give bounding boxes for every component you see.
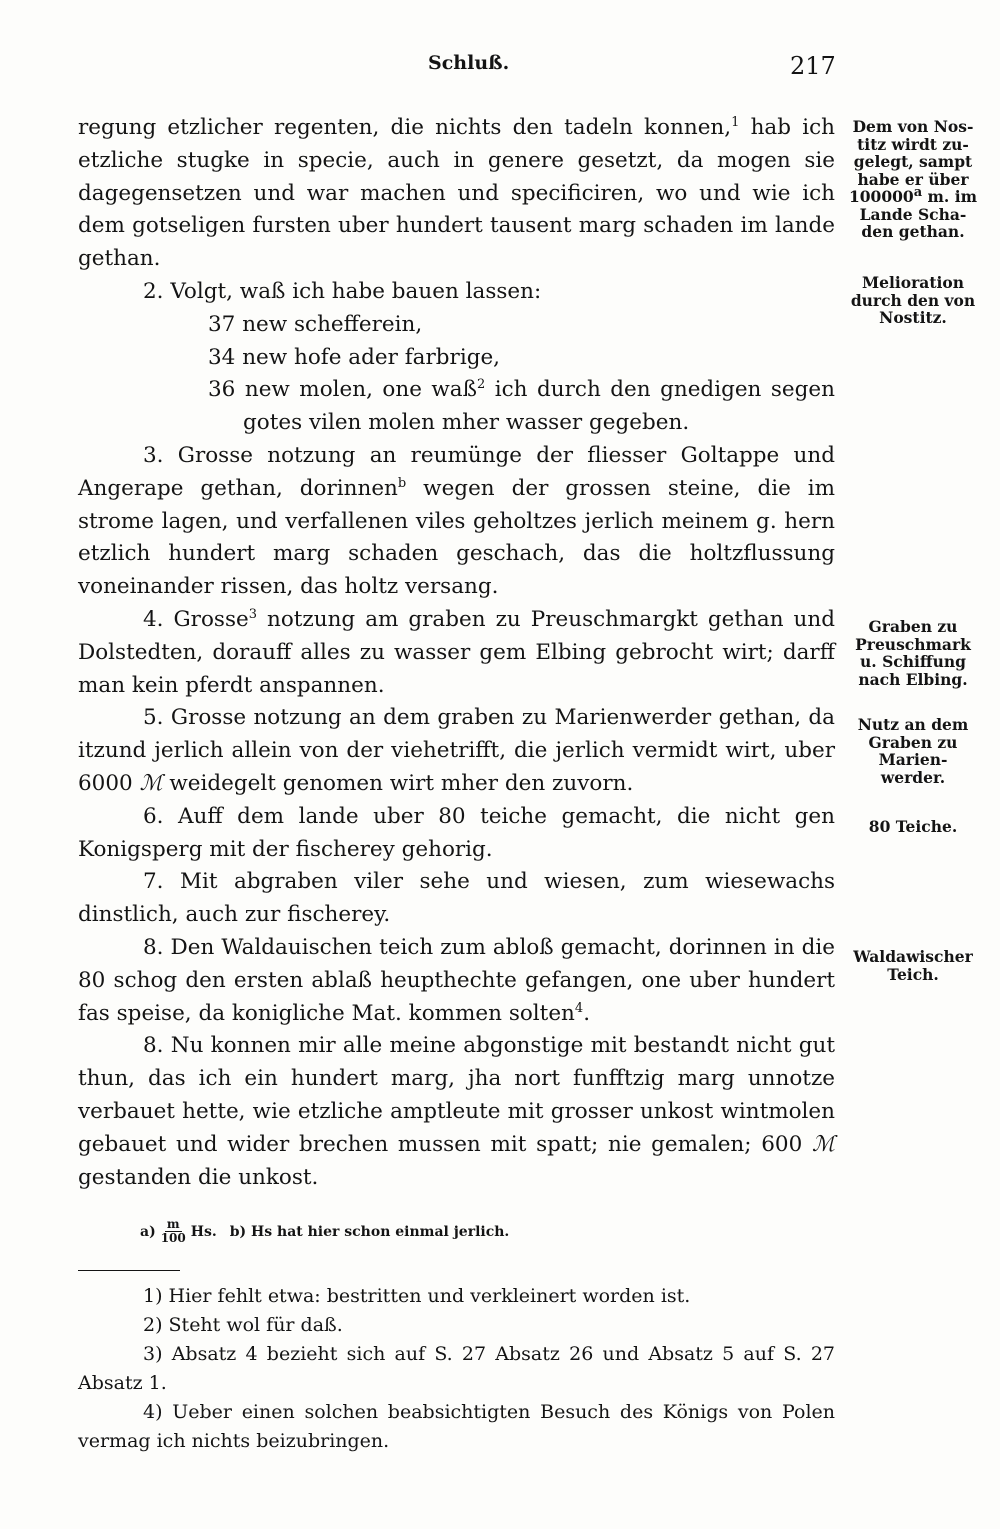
note-a-label: a) [140,1223,156,1240]
marginal-note-line: gelegt, sampt [853,152,973,171]
marginal-note-line: Marien- [878,750,948,769]
marginal-note-line: Graben zu [868,732,958,752]
marginal-note-line: Lande Scha- [859,204,967,224]
marginal-note-line: Nutz an dem [857,715,969,734]
paragraph: 37 new schefferein, [208,311,423,337]
marginal-note [838,818,988,836]
marginal-note-line: nach Elbing. [858,669,968,689]
marginal-note-line: werder. [880,767,946,787]
note-a-fraction [161,1218,186,1245]
page-number: 217 [790,52,836,80]
footnotes [78,1282,835,1456]
paragraph: 8. Nu konnen mir alle meine abgonstige mit bestandt nicht gut thun, das ich ein hundert marg, jha nort funfftzig marg unnotze verbauet hette, wie etzliche amptleute mit grosser unkost wintmolen gebauet und wider brechen mussen mit spatt; nie gemalen; 600 ℳ gestanden die unkost. [78,1033,835,1190]
marginal-note-line: Preuschmark [855,634,971,654]
paragraph: 34 new hofe ader farbrige, [208,344,501,370]
marginal-note [838,618,988,688]
marginal-note-line: Teich. [887,964,939,984]
marginal-note [838,716,988,786]
marginal-note-line: Nostitz. [879,308,947,327]
paragraph: 8. Den Waldauischen teich zum abloß gemacht, dorinnen in die 80 schog den ersten ablaß heupthechte gefangen, one uber hundert fas speise, da konigliche Mat. kommen solten$^4$. [78,934,835,1026]
marginal-note-line: 100000$^a$ m. im [848,184,978,206]
paragraph: 2. Volgt, waß ich habe bauen lassen: [143,278,542,304]
marginal-note-line: Dem von Nos- [852,117,974,136]
paragraph: 6. Auff dem lande uber 80 teiche gemacht, die nicht gen Konigsperg mit der fischerey gehorig. [78,803,835,862]
marginal-note-line: durch den von [850,290,976,310]
footnote-rule [78,1270,180,1271]
marginal-note-line: Waldawischer [853,947,973,966]
note-b-text: b) Hs hat hier schon einmal jerlich. [229,1223,510,1240]
marginal-note-line: Graben zu [868,617,958,636]
paragraph: regung etzlicher regenten, die nichts den tadeln konnen,$^1$ hab ich etzliche stugke in specie, auch in genere gesetzt, da mogen sie dagegensetzen und war machen und specificiren, wo und wie ich dem gotseligen fursten uber hundert tausent marg schaden im lande gethan. [78,114,835,272]
marginal-note-line: u. Schiffung [860,652,966,671]
paragraph: 36 new molen, one waß$^2$ ich durch den gnedigen segen gotes vilen molen mher wasser gegeben. [208,377,835,436]
main-text [78,112,835,1194]
marginal-note [838,274,988,327]
note-a-denominator: 100 [160,1231,186,1245]
running-head: Schluß. [428,52,510,74]
marginal-note-line: Melioration [862,273,964,292]
footnote: 4) Ueber einen solchen beabsichtigten Besuch des Königs von Polen vermag ich nichts beizubringen. [78,1401,835,1452]
paragraph: 4. Grosse$^3$ notzung am graben zu Preuschmargkt gethan und Dolstedten, dorauff alles zu wasser gem Elbing gebrocht wirt; darff man kein pferdt anspannen. [78,606,835,698]
paragraph: 7. Mit abgraben viler sehe und wiesen, zum wiesewachs dinstlich, auch zur fischerey. [78,869,835,928]
note-a-text: Hs. [190,1223,217,1240]
text-critical-note [140,1218,509,1245]
marginal-note-line: titz wirdt zu- [857,134,969,154]
note-a-numerator: m [166,1217,180,1231]
marginal-note-line: 80 Teiche. [868,817,958,836]
footnote: 3) Absatz 4 bezieht sich auf S. 27 Absatz 26 und Absatz 5 auf S. 27 Absatz 1. [78,1343,835,1394]
marginal-note [838,948,988,983]
marginal-note [838,118,988,241]
paragraph: 3. Grosse notzung an reumünge der fliesser Goltappe und Angerape gethan, dorinnen$^b$ wegen der grossen steine, die im strome lagen, und verfallenen viles geholtzes jerlich meinem g. hern etzlich hundert marg schaden geschach, das die holtzflussung voneinander rissen, das holtz versang. [78,442,836,600]
paragraph: 5. Grosse notzung an dem graben zu Marienwerder gethan, da itzund jerlich allein von der viehetrifft, die jerlich vermidt wirt, uber 6000 ℳ weidegelt genomen wirt mher den zuvorn. [78,705,835,796]
footnote: 1) Hier fehlt etwa: bestritten und verkleinert worden ist. [143,1285,691,1307]
footnote: 2) Steht wol für daß. [143,1314,343,1336]
marginal-note-line: den gethan. [861,222,965,241]
marginal-note-line: habe er über [857,169,969,189]
